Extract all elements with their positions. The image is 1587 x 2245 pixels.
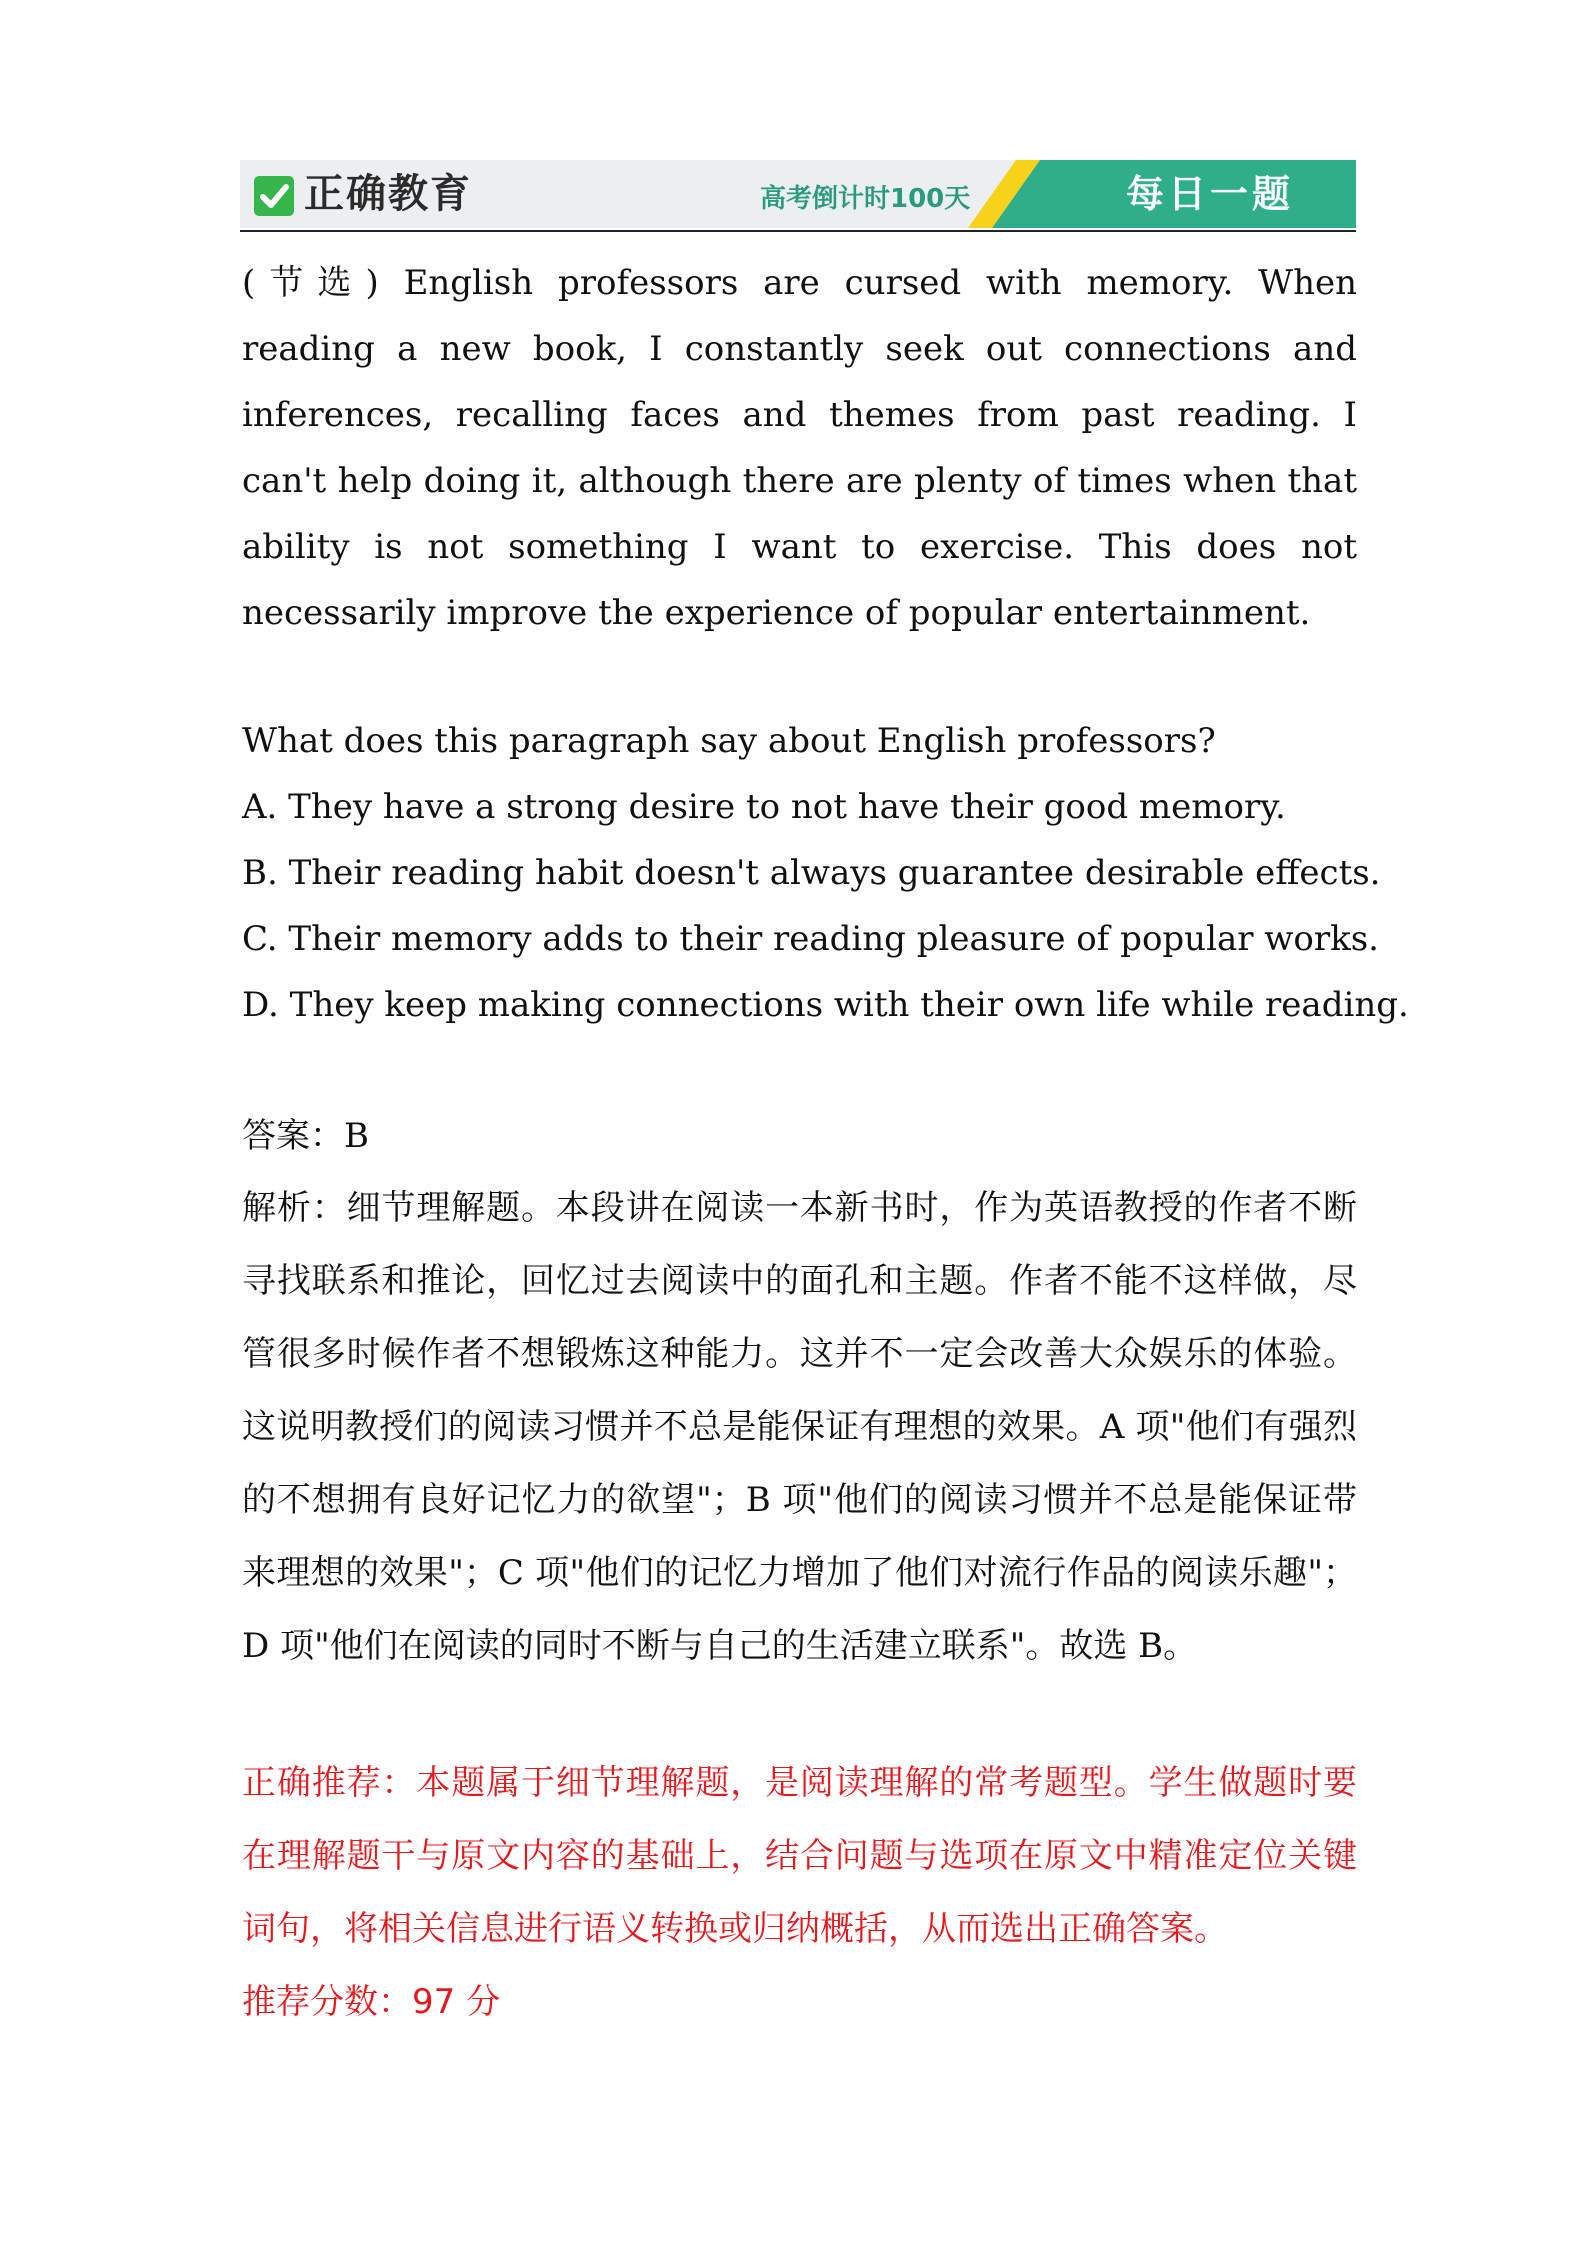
- option-b: B. Their reading habit doesn't always guarantee desirable effects.: [242, 853, 1381, 893]
- option-c: C. Their memory adds to their reading pleasure of popular works.: [242, 919, 1379, 959]
- header-divider: [240, 230, 1356, 232]
- recommendation: 正确推荐：本题属于细节理解题，是阅读理解的常考题型。学生做题时要在理解题干与原文内容的基础上，结合问题与选项在原文中精准定位关键词句，将相关信息进行语义转换或归纳概括，从而选出正确答案。: [242, 1763, 1357, 1949]
- analysis: 解析：细节理解题。本段讲在阅读一本新书时，作为英语教授的作者不断寻找联系和推论，回忆过去阅读中的面孔和主题。作者不能不这样做，尽管很多时候作者不想锻炼这种能力。这并不一定会改善大众娱乐的体验。这说明教授们的阅读习惯并不总是能保证有理想的效果。A 项"他们有强烈的不想拥有良好记忆力的欲望"；B 项"他们的阅读习惯并不总是能保证带来理想的效果"；C 项"他们的记忆力增加了他们对流行作品的阅读乐趣"；D 项"他们在阅读的同时不断与自己的生活建立联系"。故选 B。: [242, 1188, 1357, 1666]
- countdown-text: 高考倒计时100天: [760, 184, 971, 214]
- option-d: D. They keep making connections with their own life while reading.: [242, 985, 1409, 1025]
- daily-question-label: 每日一题: [1126, 172, 1295, 216]
- brand-name: 正确教育: [304, 171, 472, 217]
- question-block: [242, 708, 1409, 1038]
- option-a: A. They have a strong desire to not have their good memory.: [242, 787, 1286, 827]
- content: [242, 250, 1409, 2039]
- check-icon: [252, 174, 296, 218]
- header-banner: [240, 160, 1356, 228]
- recommendation-block: [242, 1747, 1357, 2039]
- answer-block: [242, 1100, 1357, 1683]
- answer: 答案：B: [242, 1116, 369, 1156]
- question-stem: What does this paragraph say about English professors?: [242, 721, 1216, 761]
- reading-passage: (节选) English professors are cursed with memory. When reading a new book, I constantly seek out connections and inferences, recalling faces and themes from past reading. I can't help doing it, although there are plenty of times when that ability is not something I want to exercise. This does not necessarily improve the experience of popular entertainment.: [242, 263, 1357, 633]
- recommended-score: 推荐分数：97 分: [242, 1982, 501, 2022]
